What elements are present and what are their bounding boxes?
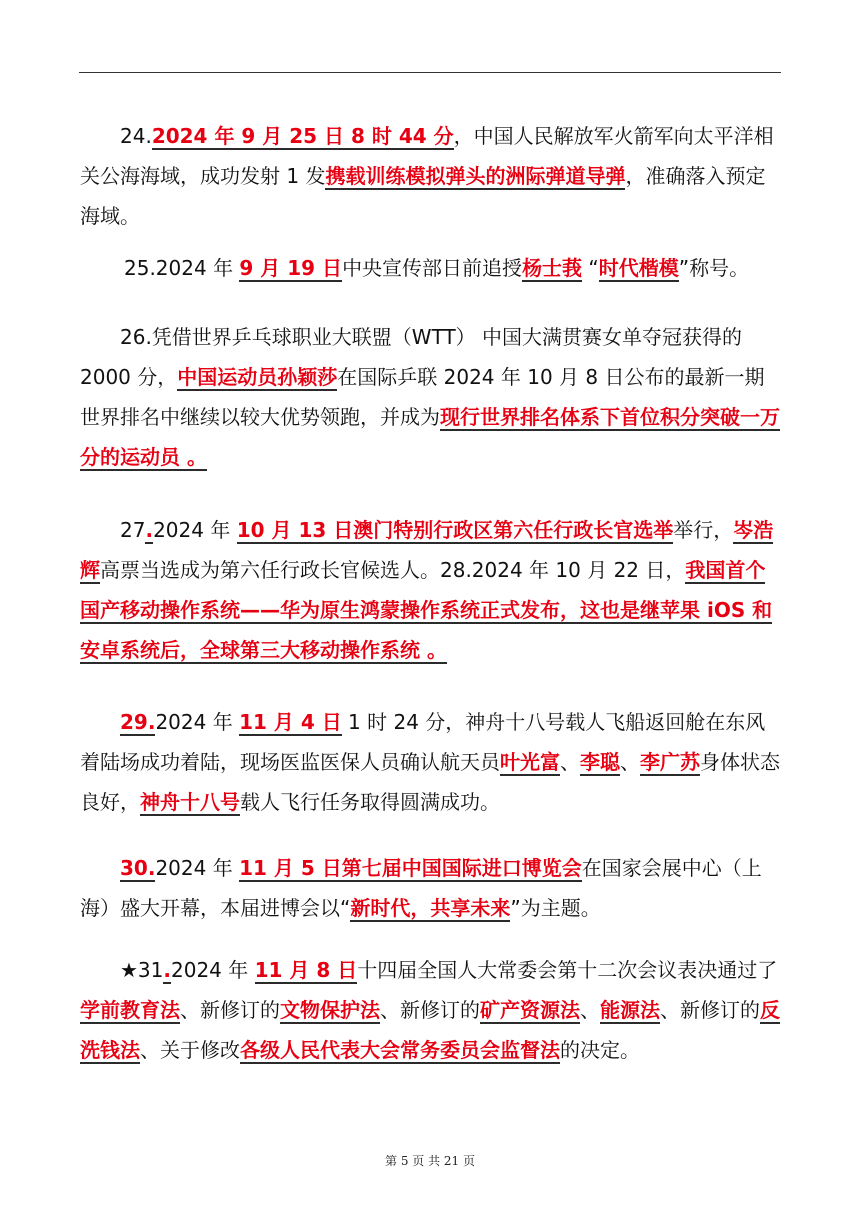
body-text: 25.2024 年 xyxy=(124,256,240,280)
body-text: 载人飞行任务取得圆满成功。 xyxy=(240,790,500,814)
body-text: 身体状态良好， xyxy=(80,750,780,814)
highlighted-text: 30. xyxy=(120,856,156,880)
highlighted-text: 2024 年 9 月 25 日 8 时 44 分 xyxy=(151,124,454,148)
highlighted-text: 反洗钱法 xyxy=(80,998,780,1062)
body-text: 在国家会展中心（上海）盛大开幕，本届进博会以“ xyxy=(80,856,762,920)
highlighted-text: 11 月 8 日 xyxy=(254,958,358,982)
body-text: ，准确落入预定海域。 xyxy=(80,164,766,228)
highlighted-text: 岑浩辉 xyxy=(80,518,774,582)
body-text: 27 xyxy=(120,518,146,542)
body-text: 2024 年 xyxy=(153,518,237,542)
body-text: ，中国人民解放军火箭军向太平洋相关公海海域，成功发射 1 发 xyxy=(80,124,774,188)
body-text: 2024 年 xyxy=(171,958,255,982)
highlighted-text: . xyxy=(163,958,171,982)
paragraph-item-29 xyxy=(80,702,780,822)
highlighted-text: 中国运动员孙颖莎 xyxy=(177,365,338,389)
highlighted-text: 叶光富 xyxy=(500,750,560,774)
body-text: 高票当选成为第六任行政长官候选人。28.2024 年 10 月 22 日， xyxy=(100,558,686,582)
body-text: ★31 xyxy=(120,958,164,982)
highlighted-text: 9 月 19 日 xyxy=(239,256,343,280)
body-text: ”为主题。 xyxy=(510,896,601,920)
body-text: 、新修订的 xyxy=(180,998,280,1022)
body-text: 24. xyxy=(120,124,152,148)
highlighted-text: 现行世界排名体系下首位积分突破一万分的运动员 。 xyxy=(80,405,780,469)
body-text: 、 xyxy=(560,750,580,774)
paragraph-item-24 xyxy=(80,116,780,236)
highlighted-text: 矿产资源法 xyxy=(480,998,580,1022)
highlighted-text: . xyxy=(145,518,154,542)
body-text: 中央宣传部日前追授 xyxy=(342,256,523,280)
highlighted-text: 时代楷模 xyxy=(598,256,679,280)
body-text: 1 时 24 分，神舟十八号载人飞船返回舱在东风着陆场成功着陆，现场医监医保人员确认航天员 xyxy=(80,710,766,774)
header-rule xyxy=(79,72,781,73)
body-text: “ xyxy=(582,256,599,280)
body-text: 2024 年 xyxy=(155,710,240,734)
highlighted-text: 李广苏 xyxy=(640,750,700,774)
highlighted-text: 各级人民代表大会常务委员会监督法 xyxy=(240,1038,560,1062)
paragraph-item-26 xyxy=(80,317,780,477)
body-text: 十四届全国人大常委会第十二次会议表决通过了 xyxy=(357,958,778,982)
highlighted-text: 能源法 xyxy=(600,998,660,1022)
paragraph-item-25 xyxy=(80,248,749,288)
highlighted-text: 11 月 5 日第七届中国国际进口博览会 xyxy=(239,856,582,880)
highlighted-text: 29. xyxy=(120,710,156,734)
highlighted-text: 神舟十八号 xyxy=(140,790,240,814)
body-text: 、 xyxy=(620,750,640,774)
highlighted-text: 我国首个国产移动操作系统——华为原生鸿蒙操作系统正式发布，这也是继苹果 iOS 和安卓系统后，全球第三大移动操作系统 。 xyxy=(80,558,773,662)
paragraph-item-30 xyxy=(80,848,780,928)
body-text: 、关于修改 xyxy=(140,1038,240,1062)
highlighted-text: 10 月 13 日澳门特别行政区第六任行政长官选举 xyxy=(236,518,674,542)
highlighted-text: 11 月 4 日 xyxy=(239,710,342,734)
page-number-footer: 第 5 页 共 21 页 xyxy=(385,1154,475,1168)
highlighted-text: 文物保护法 xyxy=(280,998,380,1022)
body-text: 、新修订的 xyxy=(380,998,480,1022)
highlighted-text: 杨士莪 xyxy=(522,256,583,280)
body-text: 的决定。 xyxy=(560,1038,640,1062)
highlighted-text: 李聪 xyxy=(580,750,620,774)
highlighted-text: 学前教育法 xyxy=(80,998,180,1022)
paragraph-item-31 xyxy=(80,950,780,1070)
body-text: 、新修订的 xyxy=(660,998,760,1022)
body-text: 在国际乒联 2024 年 10 月 8 日公布的最新一期世界排名中继续以较大优势领跑，并成为 xyxy=(80,365,765,429)
paragraph-item-27-28 xyxy=(80,510,780,670)
highlighted-text: 新时代，共享未来 xyxy=(350,896,511,920)
body-text: ”称号。 xyxy=(678,256,750,280)
body-text: 、 xyxy=(580,998,600,1022)
highlighted-text: 携载训练模拟弹头的洲际弹道导弹 xyxy=(325,164,626,188)
body-text: 26.凭借世界乒乓球职业大联盟（WTT） 中国大满贯赛女单夺冠获得的 2000 分， xyxy=(80,325,743,389)
body-text: 2024 年 xyxy=(155,856,240,880)
body-text: 举行， xyxy=(673,518,734,542)
